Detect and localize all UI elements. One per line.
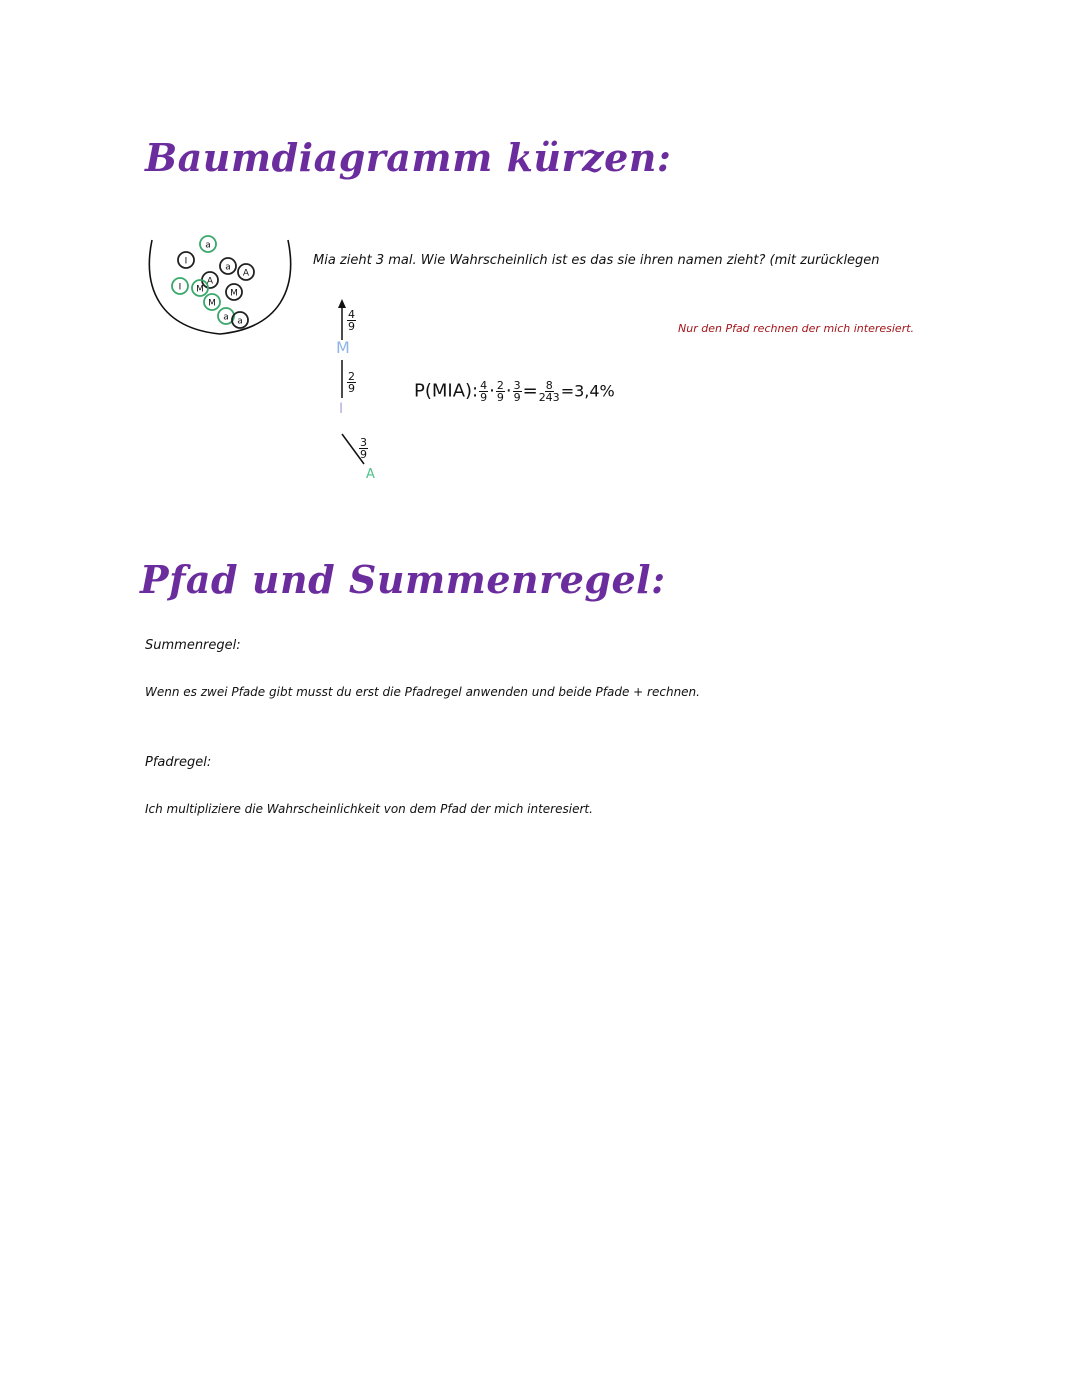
formula-prefix: P(MIA): [414,380,479,402]
urn-ball [204,294,220,310]
urn-drawing [140,228,300,343]
note-text: Nur den Pfad rechnen der mich interesiert. [678,322,915,335]
tree-node-i: I [339,401,344,417]
urn-ball-label: a [237,316,243,327]
formula-result: $\frac{8}{243}$ [538,379,560,404]
tree-node-m: M [336,338,350,357]
pfadregel-heading: Pfadregel: [145,755,212,770]
urn-ball-label: I [184,256,188,267]
urn-ball [226,284,242,300]
title-baumdiagramm: Baumdiagramm kürzen: [145,135,672,180]
urn-ball-label: M [230,288,238,299]
formula-factor-2: $\frac{2}{9}$ [496,379,504,404]
urn-ball-label: a [205,240,211,251]
title-pfad-summenregel: Pfad und Summenregel: [140,557,666,602]
urn-ball [178,252,194,268]
urn-ball [200,236,216,252]
urn-ball-label: M [208,298,216,309]
urn-ball-label: A [242,268,250,279]
urn-ball-label: I [178,282,182,293]
urn-ball [192,280,208,296]
urn-ball-label: M [196,284,204,295]
urn-ball [238,264,254,280]
tree-fraction-2: $\frac{2}{9}$ [348,370,355,395]
summenregel-heading: Summenregel: [145,638,241,653]
tree-fraction-1: $\frac{4}{9}$ [348,308,355,333]
urn-ball [172,278,188,294]
arrow-head-icon [338,299,346,308]
probability-formula: P(MIA): $\frac{4}{9}$ · $\frac{2}{9}$ · $\frac{3}{9}$ = $\frac{8}{243}$ =3,4% [414,379,615,404]
task-text: Mia zieht 3 mal. Wie Wahrscheinlich ist es das sie ihren namen zieht? (mit zurücklegen [313,253,880,268]
urn-ball [220,258,236,274]
summenregel-text: Wenn es zwei Pfade gibt musst du erst die Pfadregel anwenden und beide Pfade + rechnen. [145,685,700,699]
urn-ball-label: a [223,312,229,323]
urn-ball-label: a [225,262,231,273]
formula-factor-3: $\frac{3}{9}$ [513,379,521,404]
formula-factor-1: $\frac{4}{9}$ [480,379,488,404]
tree-node-a: A [366,467,375,482]
urn-ball [202,272,218,288]
urn-ball-label: A [206,276,214,287]
pfadregel-text: Ich multipliziere die Wahrscheinlichkeit von dem Pfad der mich interesiert. [145,802,593,816]
urn-ball [232,312,248,328]
tree-fraction-3: $\frac{3}{9}$ [360,436,367,461]
formula-percent: =3,4% [560,381,615,401]
